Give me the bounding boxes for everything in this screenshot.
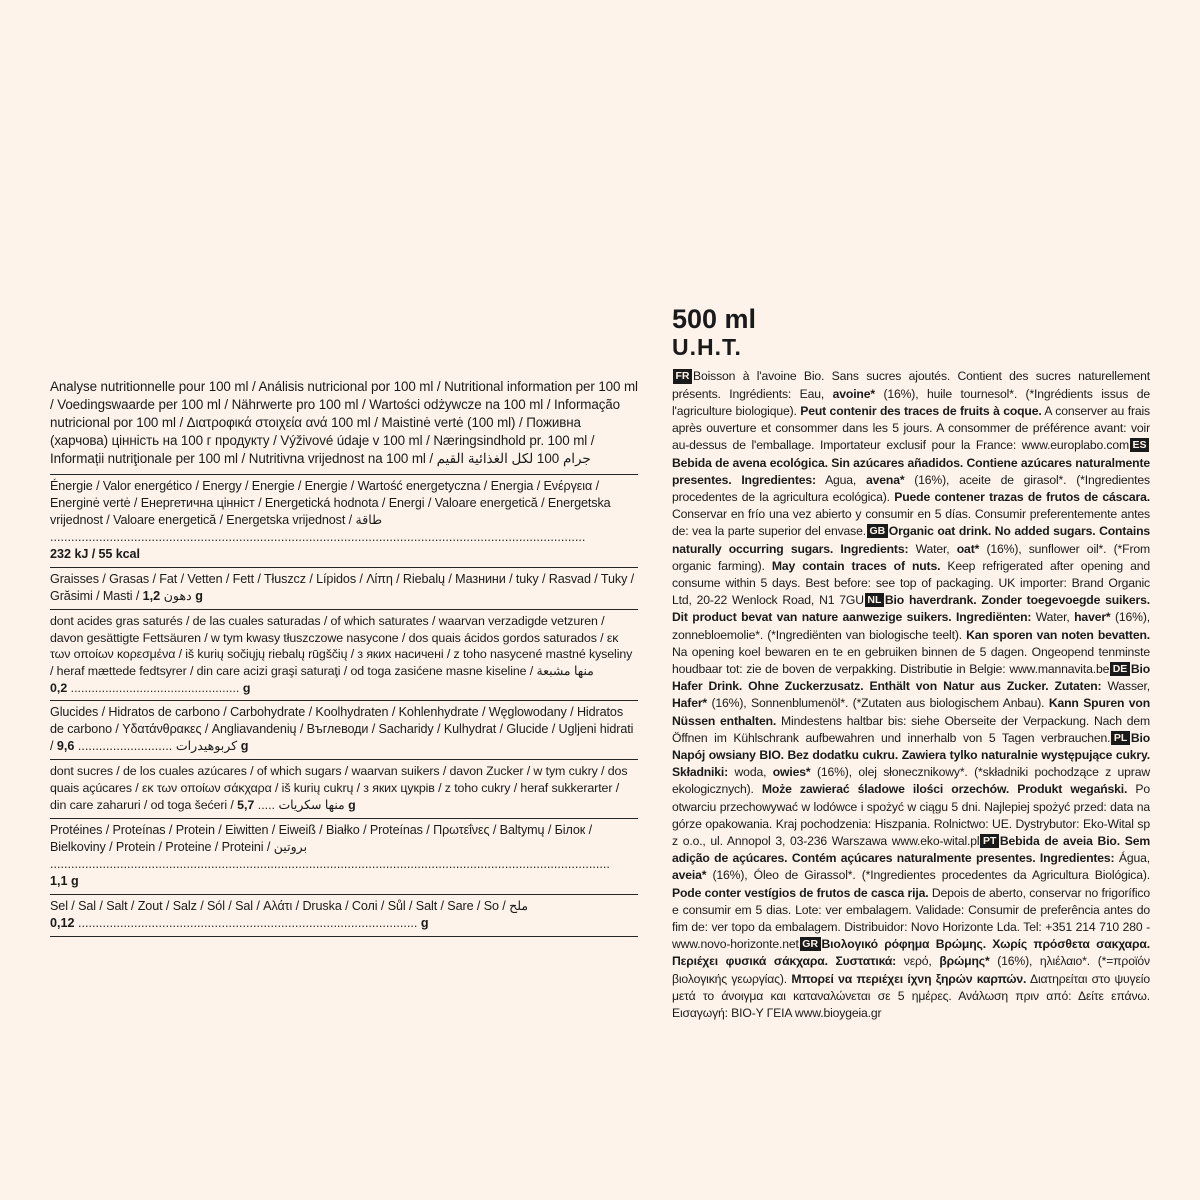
nutrition-row-label: Protéines / Proteínas / Protein / Eiwitten / Eiweiß / Białko / Proteínas / Πρωτεΐνες / Baltymų / Білок / Bielkoviny / Protein / Proteine / Proteini / بروتين	[50, 822, 593, 854]
pt-text-3: Depois de aberto, conservar no frigorífico e consumir em 5 dias. Lote: ver embalagem. Validade: Consumir de preferência antes do fim de: ver topo da embalagem. Distribuidor: Novo Horizonte Lda. Tel: +351 214 710 280 - www.novo-horizonte.net	[672, 885, 1150, 952]
de-bold-1: Bio Hafer Drink. Ohne Zuckerzusatz. Enthält von Natur aus Zucker. Zutaten:	[672, 661, 1150, 694]
gb-bold-3: May contain traces of nuts.	[771, 558, 941, 573]
nutrition-row-label: Sel / Sal / Salt / Zout / Salz / Sól / Sal / Αλάτι / Druska / Солі / Sůl / Salt / Sare / So / ملح	[50, 898, 529, 913]
pl-bold-1: Bio Napój owsiany BIO. Bez dodatku cukru. Zawiera tylko naturalnie występujące cukry. Składniki:	[672, 730, 1150, 780]
nutrition-rows	[50, 474, 638, 937]
nl-bold-3: Kan sporen van noten bevatten.	[966, 627, 1150, 642]
es-text-1: Agua,	[815, 472, 867, 487]
fr-text-2: (16%), huile tournesol*. (*Ingrédients issus de l'agriculture biologique).	[672, 386, 1150, 418]
de-text-2: (16%), Sonnenblumenöl*. (*Zutaten aus biologischem Anbau).	[707, 696, 1049, 711]
leader-dots: ...........................	[74, 739, 176, 754]
language-tag-de: DE	[1110, 662, 1130, 676]
nutrition-row-label: Glucides / Hidratos de carbono / Carbohydrate / Koolhydraten / Kohlenhydrate / Węglowodany / Hidratos de carbono / Υδατάνθρακες / Angliavandenių / Въглеводи / Sacharidy / Kulhydrat / Glucide / Ugljeni hidrati / كربوهيدرات	[50, 705, 634, 754]
de-text-1: Wasser,	[1101, 679, 1150, 694]
nl-text-2: (16%), zonnebloemolie*. (*Ingrediënten van biologische teelt).	[672, 610, 1151, 642]
leader-dots: .........................................................................................................................................................	[50, 529, 586, 544]
pt-text-1: Água,	[1114, 851, 1150, 866]
pt-bold-1: Bebida de aveia Bio. Sem adição de açúcares. Contém açúcares naturalmente presentes. Ingredientes:	[672, 833, 1151, 866]
nutrition-row-label: dont acides gras saturés / de las cuales saturadas / of which saturates / waarvan verzadigde vetzuren / davon gesättigte Fettsäuren / w tym kwasy tłuszczowe nasycone / dos quais ácidos gordos saturados / εκ των οποίων κορεσμένα / iš kurių sočiųjų riebalų rūgščių / з яких насичені / z toho nasycené mastné kyseliny / heraf mættede fedtsyrer / din care acizi graşi saturaţi / od toga zasićene masne kiseline / منها مشبعة	[50, 613, 633, 678]
table-row	[50, 701, 638, 760]
pl-bold-3: Może zawierać śladowe ilości orzechów. Produkt wegański.	[761, 782, 1128, 797]
pl-text-3: Po otwarciu przechowywać w lodówce i spożyć w ciągu 5 dni. Najlepiej spożyć przed: data na górze opakowania. Kraj pochodzenia: Hiszpania. Rolnictwo: UE. Dystrybutor: Eko-Wital sp z o.o., ul. Annopol 3, 03-236 Warszawa www.eko-wital.pl	[672, 782, 1151, 848]
nutrition-row-value: 5,7 g	[237, 797, 356, 812]
gb-text-1: Water,	[908, 541, 957, 556]
pl-text-2: (16%), olej słonecznikowy*. (*składniki pochodzące z upraw ekologicznych).	[672, 765, 1150, 797]
language-tag-pl: PL	[1111, 731, 1129, 745]
nutrition-row-value: 0,2 g	[50, 680, 251, 695]
language-tag-gb: GB	[867, 524, 888, 538]
gr-bold-3: Μπορεί να περιέχει ίχνη ξηρών καρπών.	[791, 971, 1027, 986]
nutrition-row-value: 0,12 g	[50, 915, 429, 930]
gr-bold-2: βρώμης*	[939, 954, 990, 969]
nl-text-3: Na opening koel bewaren en te en gebruiken binnen de 5 dagen. Ongeopend tenminste houdbaar tot: zie de boven de verpakking. Distributie in Belgie: www.mannavita.be	[672, 644, 1150, 676]
de-bold-2: Hafer*	[672, 696, 708, 711]
nutrition-row-value: 1,2 g	[142, 588, 203, 603]
table-row	[50, 475, 638, 568]
leader-dots: .................................................	[67, 680, 240, 695]
gb-text-2: (16%), sunflower oil*. (*From organic farming).	[672, 541, 1150, 573]
fr-bold-2: Peut contenir des traces de fruits à coque.	[800, 403, 1042, 418]
fr-text-1: Boisson à l'avoine Bio. Sans sucres ajoutés. Contient des sucres naturellement présents. Ingrédients: Eau,	[672, 369, 1150, 401]
es-text-3: Conservar en frío una vez abierto y consumir en 5 días. Consumir preferentemente antes de: vea la parte superior del envase.	[672, 507, 1150, 539]
fr-bold-1: avoine*	[832, 386, 875, 401]
language-tag-gr: GR	[800, 937, 821, 951]
table-row	[50, 895, 638, 937]
nutrition-table	[50, 378, 638, 937]
es-bold-3: Puede contener trazas de frutos de cáscara.	[894, 489, 1151, 504]
table-row	[50, 760, 638, 818]
language-tag-fr: FR	[673, 369, 692, 383]
language-tag-es: ES	[1130, 438, 1149, 452]
gr-text-3: Διατηρείται στο ψυγείο μετά το άνοιγμα και καταναλώνεται σε 5 ημέρες. Ανάλωση πριν από: Δείτε επάνω. Εισαγωγή: ΒΙΟ-Υ ΓΕΙΑ www.bioygeia.gr	[672, 971, 1150, 1020]
pt-bold-3: Pode conter vestígios de frutos de casca rija.	[672, 885, 929, 900]
pl-text-1: woda,	[728, 765, 773, 780]
table-row	[50, 568, 638, 610]
pt-bold-2: aveia*	[672, 868, 707, 883]
pt-text-2: (16%), Óleo de Girassol*. (*Ingredientes procedentes da Agricultura Biológica).	[706, 868, 1150, 883]
multilingual-copy	[672, 368, 1150, 1022]
leader-dots: .................................................................................................	[74, 915, 418, 930]
pl-bold-2: owies*	[772, 765, 811, 780]
process-text: U.H.T.	[672, 334, 742, 361]
volume-text: 500 ml	[672, 304, 757, 334]
product-description-panel	[672, 305, 1150, 1022]
de-text-3: Mindestens haltbar bis: siehe Oberseite der Verpackung. Nach dem Öffnen im Kühlschrank aufbewahren und innerhalb von 5 Tagen verbrauchen.	[672, 713, 1150, 745]
nl-text-1: Water,	[1031, 610, 1075, 625]
gb-bold-2: oat*	[956, 541, 980, 556]
es-bold-1: Bebida de avena ecológica. Sin azúcares añadidos. Contiene azúcares naturalmente presentes. Ingredientes:	[672, 455, 1150, 487]
nutrition-row-value: 9,6 g	[56, 739, 249, 754]
gb-bold-1: Organic oat drink. No added sugars. Contains naturally occurring sugars. Ingredients:	[672, 524, 1150, 556]
es-text-2: (16%), aceite de girasol*. (*Ingredientes procedentes de la agricultura ecológica).	[672, 472, 1150, 504]
language-tag-pt: PT	[980, 834, 998, 848]
table-row	[50, 819, 638, 895]
de-bold-3: Kann Spuren von Nüssen enthalten.	[672, 696, 1150, 728]
table-row	[50, 610, 638, 702]
nutrition-row-label: Énergie / Valor energético / Energy / Energie / Energie / Wartość energetyczna / Energia / Ενέργεια / Energinė vertė / Енергетична цінніст / Energetická hodnota / Energi / Valoare energetică / Energetska vrijednost / Valoare energetică / Energetska vrijednost / طاقة	[50, 478, 611, 527]
nl-bold-2: haver*	[1074, 610, 1111, 625]
leader-dots: .....	[254, 797, 279, 812]
nutrition-row-value: 232 kJ / 55 kcal	[50, 546, 140, 561]
nutrition-heading: Analyse nutritionnelle pour 100 ml / Análisis nutricional por 100 ml / Nutritional information per 100 ml / Voedingswaarde per 100 ml / Nährwerte pro 100 ml / Wartości odżywcze na 100 ml / Informação nutricional por 100 ml / Διατροφικά στοιχεία ανά 100 ml / Maistinė vertė (100 ml) / Поживна (харчова) цінність на 100 г продукту / Výživové údaje v 100 ml / Næringsindhold pr. 100 ml / Informații nutriţionale per 100 ml / Nutritivna vrijednost na 100 ml / جرام 100 لكل الغذائية القيم	[50, 379, 638, 466]
gr-text-1: νερό,	[896, 954, 940, 969]
es-bold-2: avena*	[866, 472, 905, 487]
language-tag-nl: NL	[865, 593, 884, 607]
nl-bold-1: Bio haverdrank. Zonder toegevoegde suikers. Dit product bevat van nature aanwezige suikers. Ingrediënten:	[672, 593, 1151, 625]
nutrition-row-label: Graisses / Grasas / Fat / Vetten / Fett / Tłuszcz / Lípidos / Λίπη / Riebalų / Мазнини / tuky / Rasvad / Tuky / Grăsimi / Masti / دهون	[50, 571, 635, 603]
leader-dots: ................................................................................................................................................................	[50, 856, 610, 871]
nutrition-row-label: dont sucres / de los cuales azúcares / of which sugars / waarvan suikers / davon Zucker / w tym cukry / dos quais açúcares / εκ των οποίων σάκχαρα / iš kurių cukrų / з яких цукрів / z toho cukry / heraf sukkerarter / din care zaharuri / od toga šećeri / منها سكريات	[50, 764, 628, 812]
gr-bold-1: Βιολογικό ρόφημα Βρώμης. Χωρίς πρόσθετα σακχαρα. Περιέχει φυσικά σάκχαρα. Συστατικά:	[672, 937, 1150, 969]
fr-text-3: A conserver au frais après ouverture et consommer dans les 5 jours. A consommer de préférence avant: voir au-dessus de l'emballage. Importateur exclusif pour la France: www.europlabo.com	[672, 403, 1150, 453]
gb-text-3: Keep refrigerated after opening and consume within 5 days. Best before: see top of packaging. UK importer: Brand Organic Ltd, 20-22 Wenlock Road, N1 7GU	[672, 558, 1150, 608]
gr-text-2: (16%), ηλιέλαιο*. (*=προϊόν βιολογικής γεωργίας).	[672, 954, 1150, 986]
nutrition-row-value: 1,1 g	[50, 873, 79, 888]
